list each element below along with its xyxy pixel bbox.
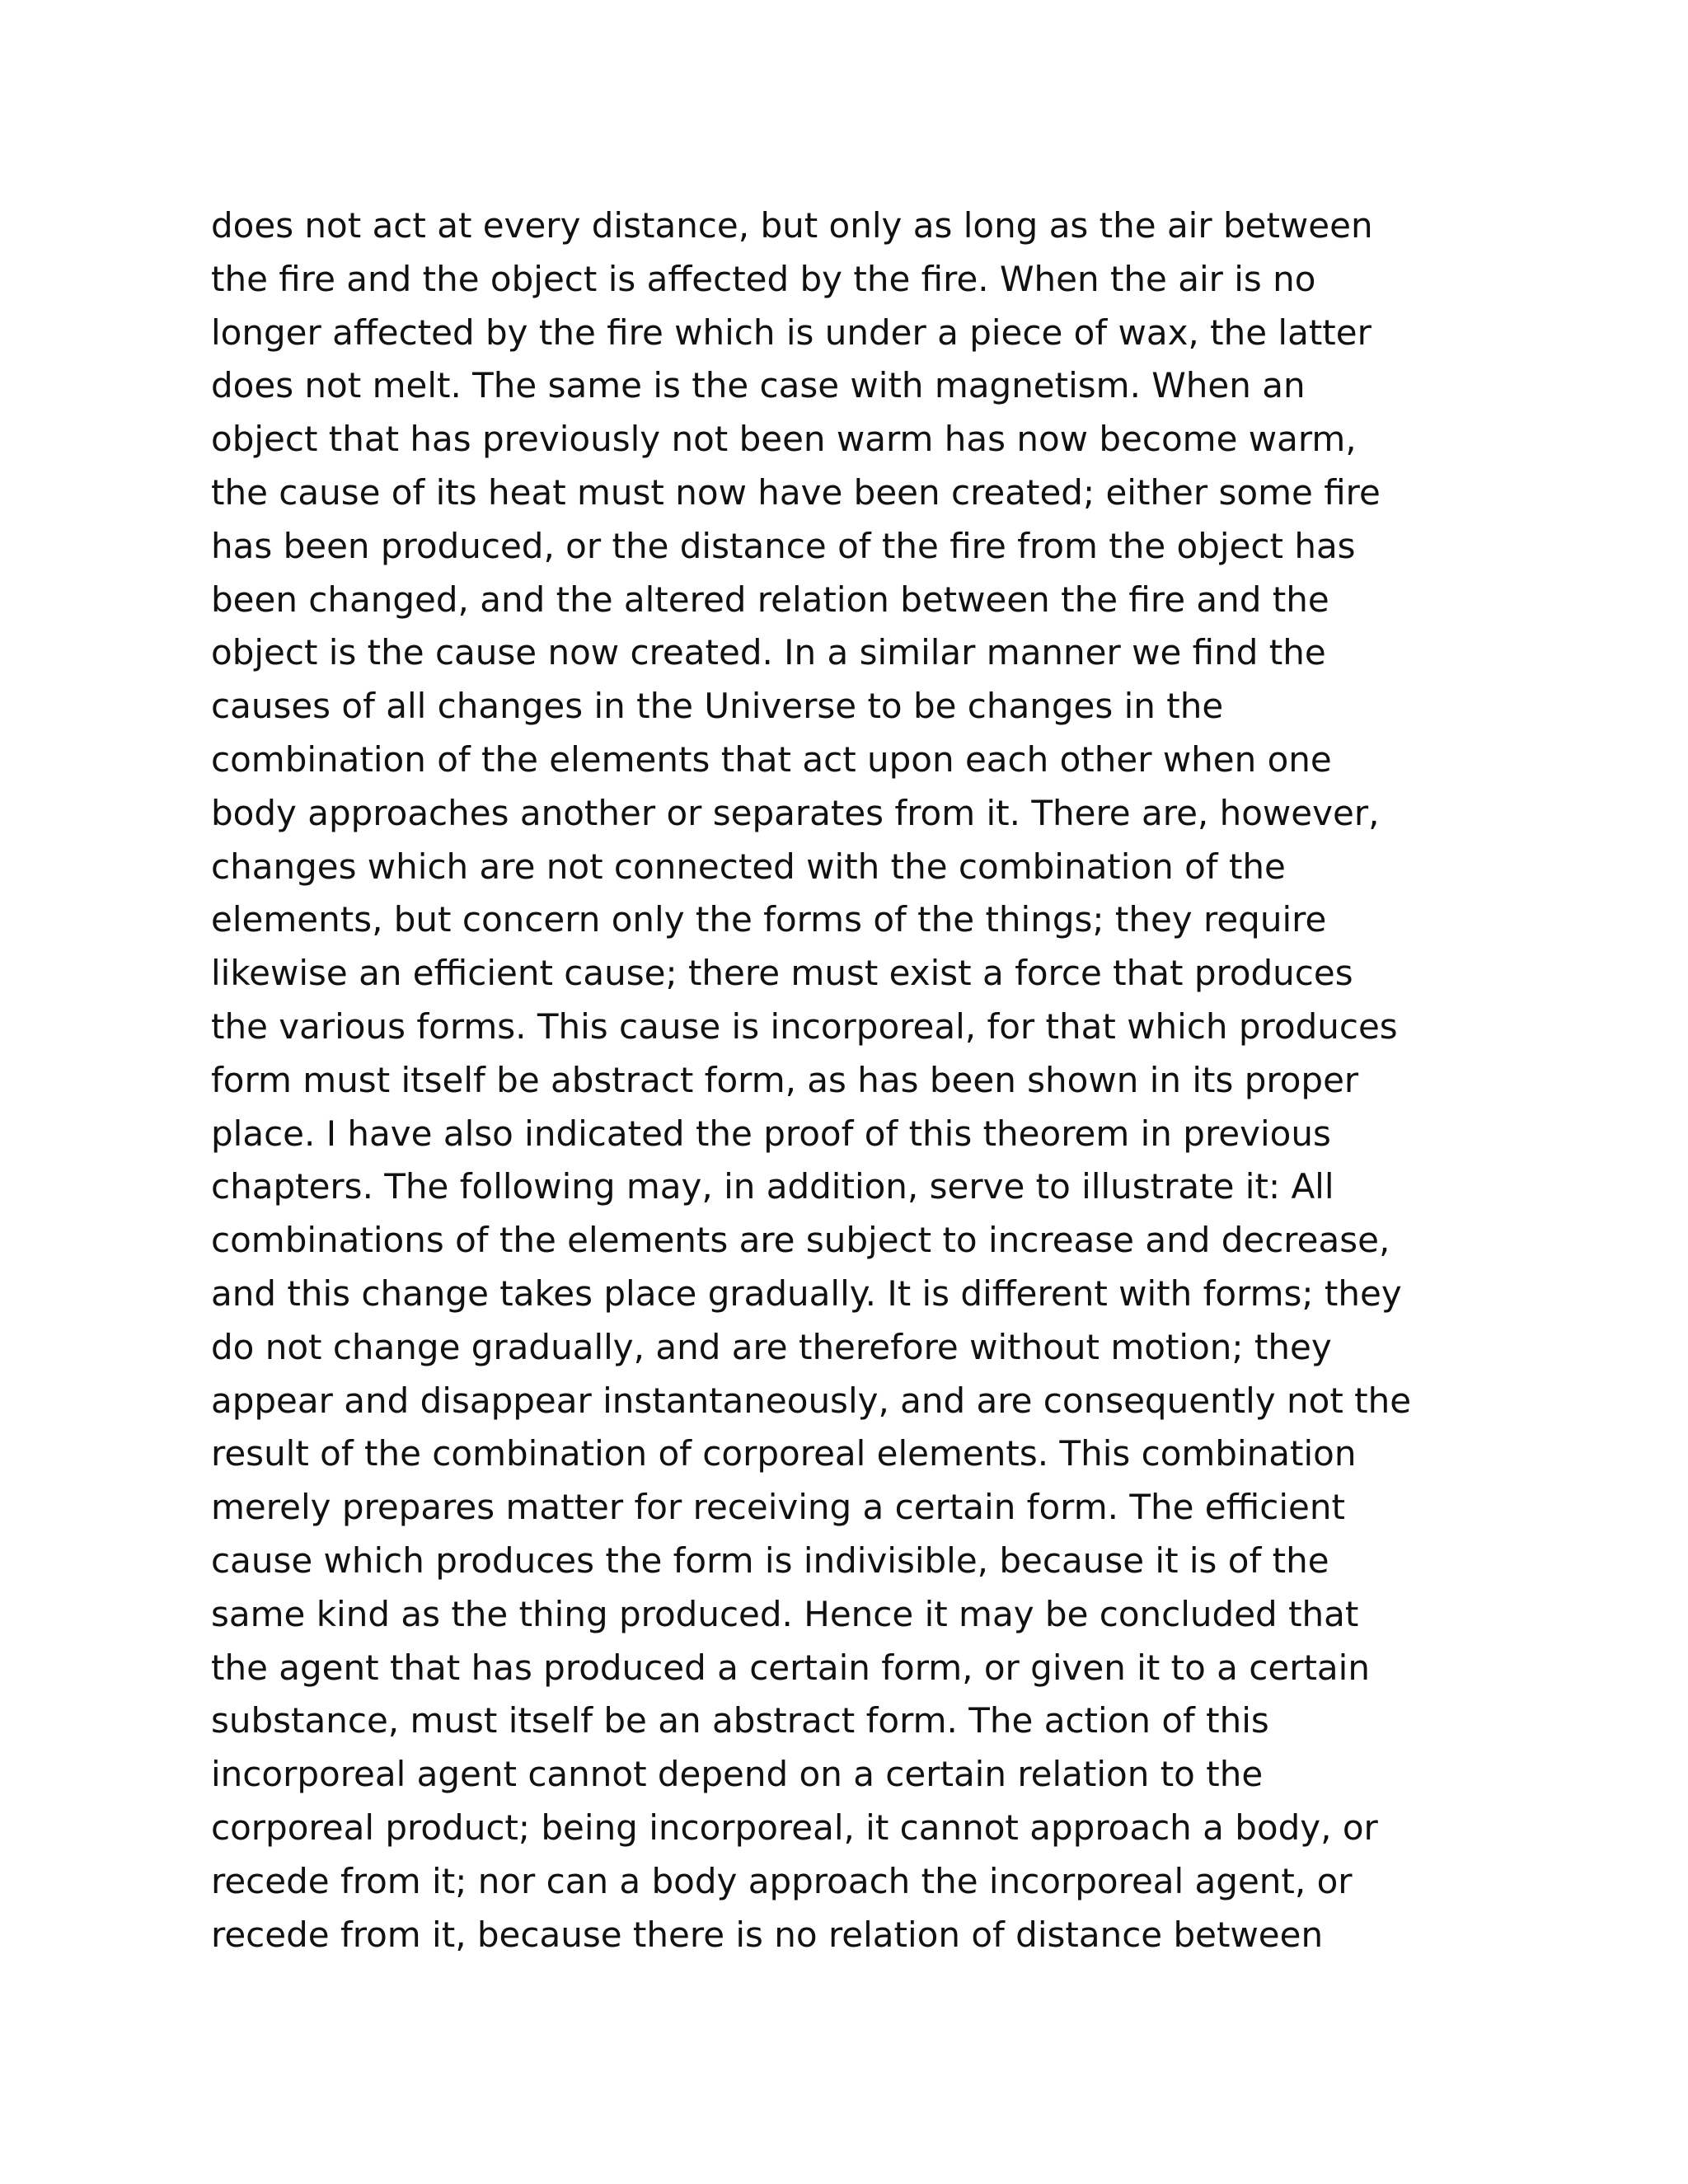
text-line: likewise an efficient cause; there must exist a force that produces <box>211 953 1353 994</box>
text-line: and this change takes place gradually. It is different with forms; they <box>211 1272 1402 1314</box>
text-line: appear and disappear instantaneously, and are consequently not the <box>211 1380 1412 1421</box>
text-line: cause which produces the form is indivisible, because it is of the <box>211 1540 1329 1581</box>
text-line: does not melt. The same is the case with magnetism. When an <box>211 365 1306 406</box>
text-line: body approaches another or separates from it. There are, however, <box>211 792 1380 833</box>
text-line: the various forms. This cause is incorporeal, for that which produces <box>211 1005 1398 1047</box>
text-line: chapters. The following may, in addition, serve to illustrate it: All <box>211 1166 1334 1207</box>
text-line: do not change gradually, and are therefore without motion; they <box>211 1326 1332 1367</box>
text-line: recede from it; nor can a body approach the incorporeal agent, or <box>211 1860 1353 1901</box>
text-line: result of the combination of corporeal elements. This combination <box>211 1433 1357 1474</box>
text-line: combinations of the elements are subject to increase and decrease, <box>211 1220 1390 1261</box>
text-line: merely prepares matter for receiving a certain form. The efficient <box>211 1487 1345 1528</box>
text-line: same kind as the thing produced. Hence it may be concluded that <box>211 1593 1359 1634</box>
text-line: corporeal product; being incorporeal, it cannot approach a body, or <box>211 1807 1378 1848</box>
text-line: been changed, and the altered relation between the fire and the <box>211 579 1329 620</box>
text-line: object is the cause now created. In a similar manner we find the <box>211 632 1326 673</box>
text-line: form must itself be abstract form, as has been shown in its proper <box>211 1059 1359 1100</box>
text-line: incorporeal agent cannot depend on a certain relation to the <box>211 1754 1264 1795</box>
text-line: longer affected by the fire which is under a piece of wax, the latter <box>211 312 1372 353</box>
text-line: place. I have also indicated the proof of this theorem in previous <box>211 1113 1331 1154</box>
text-line: has been produced, or the distance of the fire from the object has <box>211 525 1356 566</box>
text-line: causes of all changes in the Universe to be changes in the <box>211 686 1224 727</box>
text-line: recede from it, because there is no relation of distance between <box>211 1914 1324 1955</box>
text-line: the cause of its heat must now have been created; either some fire <box>211 471 1381 513</box>
text-line: the agent that has produced a certain form, or given it to a certain <box>211 1647 1370 1688</box>
text-line: substance, must itself be an abstract form. The action of this <box>211 1700 1269 1741</box>
text-line: does not act at every distance, but only as long as the air between <box>211 205 1373 246</box>
text-line: the fire and the object is affected by the fire. When the air is no <box>211 258 1316 299</box>
body-text <box>211 199 1497 1961</box>
text-line: changes which are not connected with the combination of the <box>211 846 1286 887</box>
text-line: object that has previously not been warm has now become warm, <box>211 419 1357 460</box>
text-line: combination of the elements that act upon each other when one <box>211 738 1332 780</box>
text-line: elements, but concern only the forms of the things; they require <box>211 899 1327 940</box>
